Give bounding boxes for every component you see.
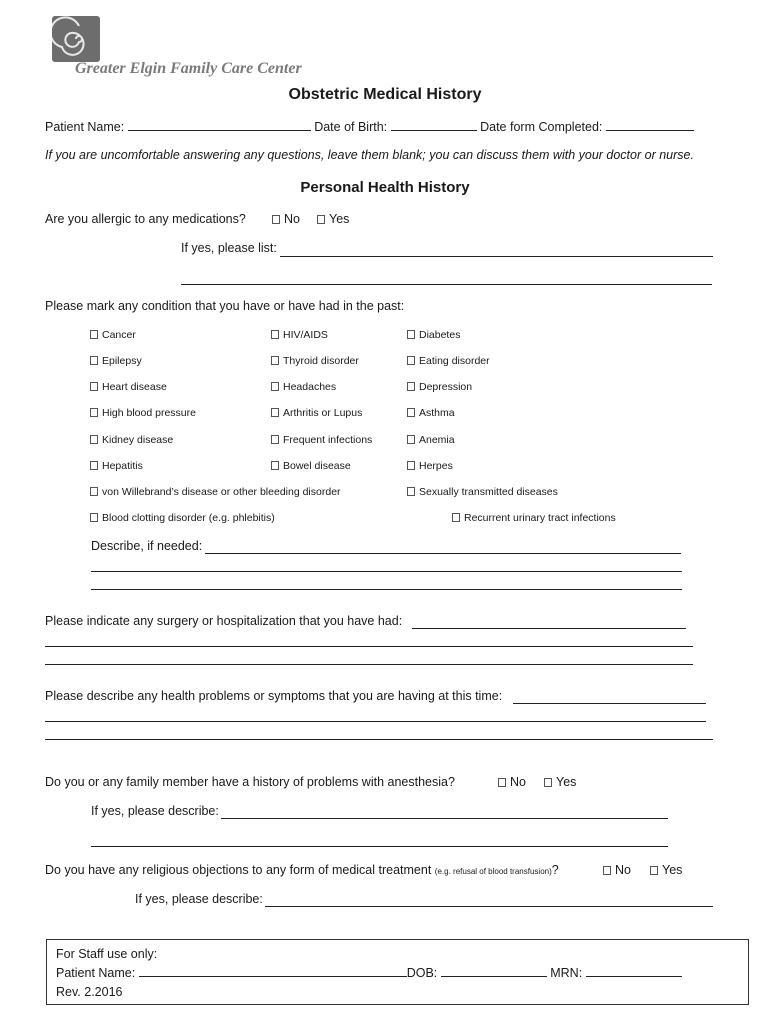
patient-name-field[interactable] xyxy=(128,119,311,131)
checkbox[interactable] xyxy=(90,382,98,391)
checkbox[interactable] xyxy=(407,461,415,470)
allergy-question: Are you allergic to any medications? xyxy=(45,212,246,226)
staff-use-box xyxy=(46,939,749,1005)
instruction-text: If you are uncomfortable answering any questions, leave them blank; you can discuss them with your doctor or nurse. xyxy=(45,148,694,162)
condition-bowel-disease[interactable]: Bowel disease xyxy=(271,460,351,472)
condition-hepatitis[interactable]: Hepatitis xyxy=(90,460,143,472)
date-completed-field[interactable] xyxy=(606,119,694,131)
surgery-line-3[interactable] xyxy=(45,664,693,665)
checkbox[interactable] xyxy=(271,382,279,391)
conditions-prompt: Please mark any condition that you have or have had in the past: xyxy=(45,299,405,313)
religious-no-checkbox[interactable] xyxy=(603,866,611,875)
staff-dob-label: DOB: xyxy=(406,966,438,980)
condition-epilepsy[interactable]: Epilepsy xyxy=(90,355,142,367)
checkbox[interactable] xyxy=(407,382,415,391)
checkbox[interactable] xyxy=(90,513,98,522)
dob-label: Date of Birth: xyxy=(314,120,388,134)
anesthesia-line-1[interactable] xyxy=(221,818,668,819)
condition-asthma[interactable]: Asthma xyxy=(407,407,455,419)
anesthesia-no-option[interactable] xyxy=(498,775,526,789)
dob-field[interactable] xyxy=(391,119,477,131)
condition-anemia[interactable]: Anemia xyxy=(407,434,455,446)
checkbox[interactable] xyxy=(407,435,415,444)
clinic-name: Greater Elgin Family Care Center xyxy=(75,60,302,77)
surgery-line-2[interactable] xyxy=(45,646,693,647)
staff-patient-row xyxy=(56,965,682,980)
condition-headaches[interactable]: Headaches xyxy=(271,381,336,393)
revision-text: Rev. 2.2016 xyxy=(56,985,123,999)
checkbox[interactable] xyxy=(90,487,98,496)
problems-line-2[interactable] xyxy=(45,721,706,722)
checkbox[interactable] xyxy=(452,513,460,522)
logo-spiral-icon xyxy=(52,16,100,62)
checkbox[interactable] xyxy=(271,461,279,470)
describe-line-1[interactable] xyxy=(205,553,681,554)
checkbox[interactable] xyxy=(407,330,415,339)
problems-line-3[interactable] xyxy=(45,739,713,740)
checkbox[interactable] xyxy=(90,330,98,339)
condition-hiv-aids[interactable]: HIV/AIDS xyxy=(271,329,328,341)
allergy-list-label: If yes, please list: xyxy=(181,241,277,255)
anesthesia-yes-checkbox[interactable] xyxy=(544,778,552,787)
religious-question-row xyxy=(45,863,559,877)
staff-name-label: Patient Name: xyxy=(56,966,136,980)
allergy-list-line-1[interactable] xyxy=(280,256,713,257)
religious-yes-option[interactable] xyxy=(650,863,682,877)
anesthesia-line-2[interactable] xyxy=(91,846,668,847)
checkbox[interactable] xyxy=(90,408,98,417)
problems-line-1[interactable] xyxy=(513,703,706,704)
page-title: Obstetric Medical History xyxy=(288,86,482,103)
condition-blood-clotting[interactable]: Blood clotting disorder (e.g. phlebitis) xyxy=(90,512,275,524)
checkbox[interactable] xyxy=(90,356,98,365)
checkbox[interactable] xyxy=(407,487,415,496)
section-title: Personal Health History xyxy=(300,179,470,196)
condition-kidney-disease[interactable]: Kidney disease xyxy=(90,434,173,446)
allergy-no-option[interactable] xyxy=(272,212,300,226)
describe-line-2[interactable] xyxy=(91,571,682,572)
staff-heading: For Staff use only: xyxy=(56,947,158,961)
checkbox[interactable] xyxy=(271,330,279,339)
religious-describe-label: If yes, please describe: xyxy=(135,892,263,906)
anesthesia-no-checkbox[interactable] xyxy=(498,778,506,787)
staff-dob-field[interactable] xyxy=(441,965,547,977)
condition-depression[interactable]: Depression xyxy=(407,381,472,393)
religious-qmark: ? xyxy=(551,863,559,877)
allergy-no-checkbox[interactable] xyxy=(272,215,280,224)
anesthesia-question: Do you or any family member have a history of problems with anesthesia? xyxy=(45,775,455,789)
allergy-yes-option[interactable] xyxy=(317,212,349,226)
allergy-no-label: No xyxy=(284,212,300,226)
anesthesia-no-label: No xyxy=(510,775,526,789)
condition-std[interactable]: Sexually transmitted diseases xyxy=(407,486,558,498)
condition-uti[interactable]: Recurrent urinary tract infections xyxy=(452,512,616,524)
allergy-yes-checkbox[interactable] xyxy=(317,215,325,224)
checkbox[interactable] xyxy=(271,356,279,365)
patient-name-label: Patient Name: xyxy=(45,120,125,134)
condition-cancer[interactable]: Cancer xyxy=(90,329,136,341)
anesthesia-yes-option[interactable] xyxy=(544,775,576,789)
anesthesia-yes-label: Yes xyxy=(556,775,577,789)
patient-info-row xyxy=(45,119,694,134)
condition-von-willebrand[interactable]: von Willebrand’s disease or other bleeding disorder xyxy=(90,486,341,498)
condition-high-blood-pressure[interactable]: High blood pressure xyxy=(90,407,196,419)
condition-herpes[interactable]: Herpes xyxy=(407,460,453,472)
condition-diabetes[interactable]: Diabetes xyxy=(407,329,460,341)
religious-yes-checkbox[interactable] xyxy=(650,866,658,875)
staff-name-field[interactable] xyxy=(139,965,407,977)
describe-label: Describe, if needed: xyxy=(91,539,203,553)
checkbox[interactable] xyxy=(407,408,415,417)
checkbox[interactable] xyxy=(407,356,415,365)
staff-mrn-field[interactable] xyxy=(586,965,682,977)
problems-question: Please describe any health problems or symptoms that you are having at this time: xyxy=(45,689,503,703)
religious-no-label: No xyxy=(615,863,631,877)
allergy-question-row xyxy=(45,212,246,226)
religious-line-1[interactable] xyxy=(265,906,713,907)
condition-thyroid[interactable]: Thyroid disorder xyxy=(271,355,359,367)
condition-arthritis-lupus[interactable]: Arthritis or Lupus xyxy=(271,407,362,419)
condition-frequent-infections[interactable]: Frequent infections xyxy=(271,434,372,446)
allergy-yes-label: Yes xyxy=(329,212,350,226)
checkbox[interactable] xyxy=(90,435,98,444)
allergy-list-line-2[interactable] xyxy=(181,284,712,285)
religious-no-option[interactable] xyxy=(603,863,631,877)
checkbox[interactable] xyxy=(271,435,279,444)
staff-mrn-label: MRN: xyxy=(550,966,583,980)
surgery-question: Please indicate any surgery or hospitalization that you have had: xyxy=(45,614,403,628)
anesthesia-describe-label: If yes, please describe: xyxy=(91,804,219,818)
date-completed-label: Date form Completed: xyxy=(480,120,603,134)
religious-question: Do you have any religious objections to any form of medical treatment xyxy=(45,863,432,877)
checkbox[interactable] xyxy=(271,408,279,417)
condition-eating-disorder[interactable]: Eating disorder xyxy=(407,355,490,367)
surgery-line-1[interactable] xyxy=(412,628,686,629)
religious-yes-label: Yes xyxy=(662,863,683,877)
religious-example: (e.g. refusal of blood transfusion) xyxy=(434,867,552,876)
clinic-logo xyxy=(52,16,100,62)
checkbox[interactable] xyxy=(90,461,98,470)
describe-line-3[interactable] xyxy=(91,589,682,590)
condition-heart-disease[interactable]: Heart disease xyxy=(90,381,167,393)
